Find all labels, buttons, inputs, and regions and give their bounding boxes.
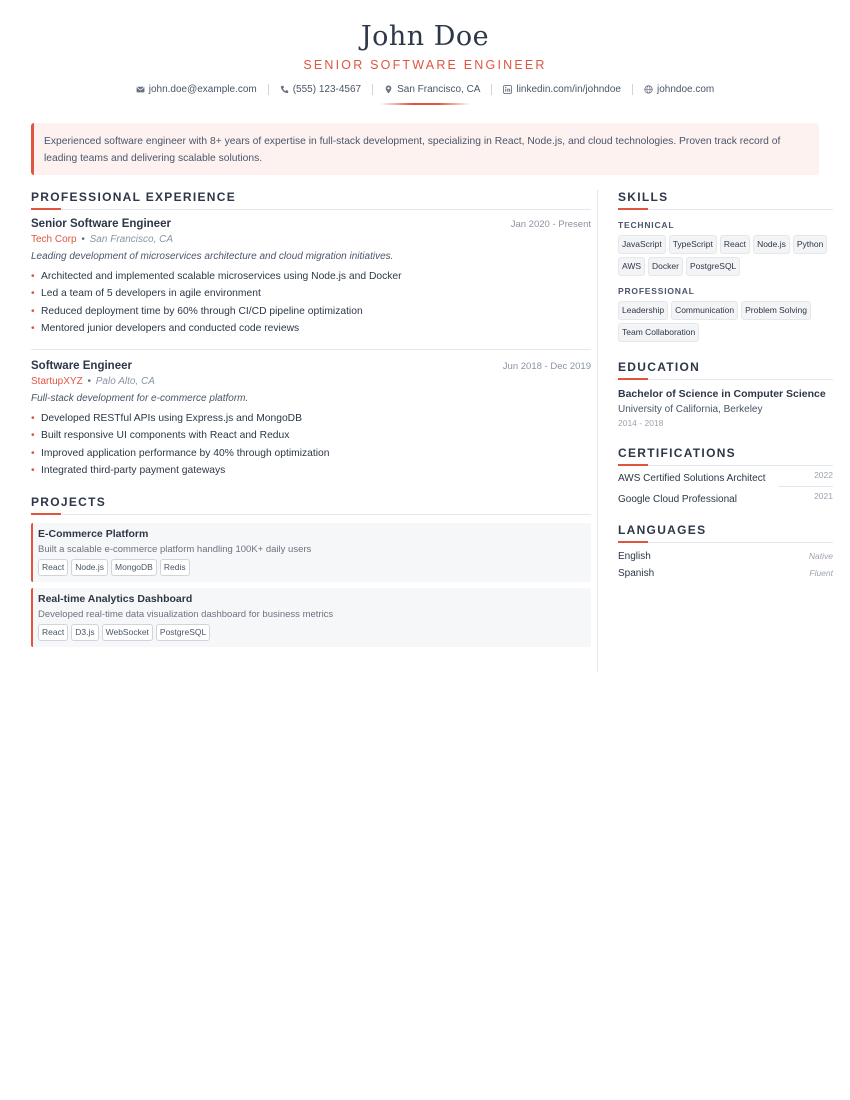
summary-box: Experienced software engineer with 8+ years of expertise in full-stack development, specializing in React, Node.js, and cloud technologies. Proven track record of leading teams and delivering scalable solutions. — [31, 123, 819, 175]
skill-tag: Node.js — [753, 235, 790, 254]
certification-year: 2022 — [814, 470, 833, 480]
location-pin-icon — [384, 85, 393, 94]
right-column — [618, 190, 833, 579]
projects-section — [31, 495, 591, 647]
header-accent-line — [380, 103, 470, 105]
job-bullet: • Led a team of 5 developers in agile environment — [31, 285, 591, 302]
tech-tag: React — [38, 624, 68, 641]
job-company: Tech Corp — [31, 234, 77, 245]
technical-skills — [618, 235, 833, 276]
website-text: johndoe.com — [657, 84, 715, 95]
project-description: Built a scalable e-commerce platform handling 100K+ daily users — [38, 544, 312, 556]
job-bullet: • Architected and implemented scalable microservices using Node.js and Docker — [31, 268, 591, 285]
mail-icon — [136, 85, 145, 94]
project-description: Developed real-time data visualization dashboard for business metrics — [38, 609, 334, 621]
skill-tag: Problem Solving — [741, 301, 811, 320]
certifications-heading: CERTIFICATIONS — [618, 446, 833, 466]
job-location: Palo Alto, CA — [95, 376, 155, 388]
job-company: StartupXYZ — [31, 376, 83, 388]
skill-tag: Communication — [671, 301, 738, 320]
tech-tag: Redis — [160, 559, 190, 576]
languages-section — [618, 523, 833, 579]
education-section — [618, 360, 833, 428]
job-dates: Jan 2020 - Present — [510, 219, 591, 230]
linkedin-text: linkedin.com/in/johndoe — [516, 84, 621, 95]
project-name: Real-time Analytics Dashboard — [38, 593, 193, 606]
skill-tag: Team Collaboration — [618, 323, 699, 342]
contact-linkedin[interactable] — [491, 84, 632, 95]
job-entry — [31, 218, 591, 337]
linkedin-icon — [503, 85, 512, 94]
skill-tag: Python — [793, 235, 827, 254]
globe-icon — [644, 85, 653, 94]
separator-dot: • — [78, 234, 88, 245]
job-bullets — [31, 410, 591, 479]
job-title: Software Engineer — [31, 360, 132, 373]
separator-dot: • — [84, 376, 94, 388]
contact-bar — [0, 84, 850, 95]
certifications-section — [618, 446, 833, 505]
skill-tag: Docker — [648, 257, 683, 276]
skill-tag: TypeScript — [669, 235, 717, 254]
project-tags — [38, 624, 585, 641]
technical-skills-label: TECHNICAL — [618, 220, 675, 230]
projects-heading: PROJECTS — [31, 495, 591, 515]
certification-item — [618, 470, 833, 484]
contact-website[interactable] — [632, 84, 725, 95]
resume-header — [0, 0, 850, 105]
experience-heading: PROFESSIONAL EXPERIENCE — [31, 190, 591, 210]
language-item — [618, 551, 833, 562]
job-location: San Francisco, CA — [89, 234, 174, 245]
languages-heading: LANGUAGES — [618, 523, 833, 543]
tech-tag: D3.js — [71, 624, 98, 641]
language-level: Fluent — [809, 568, 833, 578]
skill-tag: JavaScript — [618, 235, 666, 254]
education-years: 2014 - 2018 — [618, 418, 664, 428]
tech-tag: MongoDB — [111, 559, 157, 576]
job-description: Leading development of microservices architecture and cloud migration initiatives. — [31, 251, 394, 262]
job-bullet: • Improved application performance by 40% through optimization — [31, 445, 591, 462]
certification-name: AWS Certified Solutions Architect — [618, 473, 766, 484]
professional-skills — [618, 301, 833, 342]
job-bullet: • Reduced deployment time by 60% through CI/CD pipeline optimization — [31, 303, 591, 320]
certification-item — [618, 491, 833, 505]
project-tags — [38, 559, 585, 576]
language-name: English — [618, 551, 651, 562]
candidate-title: SENIOR SOFTWARE ENGINEER — [303, 58, 547, 72]
skill-tag: Leadership — [618, 301, 668, 320]
skill-tag: AWS — [618, 257, 645, 276]
contact-location — [372, 84, 491, 95]
professional-skills-label: PROFESSIONAL — [618, 286, 695, 296]
language-item — [618, 568, 833, 579]
left-column — [31, 190, 591, 647]
job-bullet: • Mentored junior developers and conducted code reviews — [31, 320, 591, 337]
tech-tag: React — [38, 559, 68, 576]
skill-tag: PostgreSQL — [686, 257, 740, 276]
email-text: john.doe@example.com — [148, 84, 257, 95]
job-entry — [31, 349, 591, 479]
education-school: University of California, Berkeley — [618, 404, 763, 415]
job-bullet: • Developed RESTful APIs using Express.js and MongoDB — [31, 410, 591, 427]
tech-tag: Node.js — [71, 559, 108, 576]
phone-text: (555) 123-4567 — [292, 84, 362, 95]
job-bullet: • Integrated third-party payment gateways — [31, 462, 591, 479]
certification-name: Google Cloud Professional — [618, 494, 737, 505]
job-title: Senior Software Engineer — [31, 218, 171, 230]
contact-email[interactable] — [125, 84, 268, 95]
location-text: San Francisco, CA — [397, 84, 481, 95]
candidate-name: John Doe — [360, 21, 490, 52]
job-dates: Jun 2018 - Dec 2019 — [502, 361, 591, 373]
project-card — [31, 588, 591, 647]
tech-tag: PostgreSQL — [156, 624, 210, 641]
education-degree: Bachelor of Science in Computer Science — [618, 388, 826, 400]
certification-year: 2021 — [814, 491, 833, 501]
language-name: Spanish — [618, 568, 655, 579]
skill-tag: React — [720, 235, 750, 254]
project-name: E-Commerce Platform — [38, 528, 149, 541]
job-description: Full-stack development for e-commerce platform. — [31, 393, 249, 405]
certification-separator — [778, 486, 833, 487]
education-heading: EDUCATION — [618, 360, 833, 380]
column-divider — [597, 190, 598, 672]
job-bullet: • Built responsive UI components with React and Redux — [31, 427, 591, 444]
job-bullets — [31, 268, 591, 337]
project-card — [31, 523, 591, 582]
contact-phone[interactable] — [268, 84, 372, 95]
language-level: Native — [808, 551, 833, 561]
tech-tag: WebSocket — [102, 624, 153, 641]
skills-heading: SKILLS — [618, 190, 833, 210]
phone-icon — [280, 85, 289, 94]
